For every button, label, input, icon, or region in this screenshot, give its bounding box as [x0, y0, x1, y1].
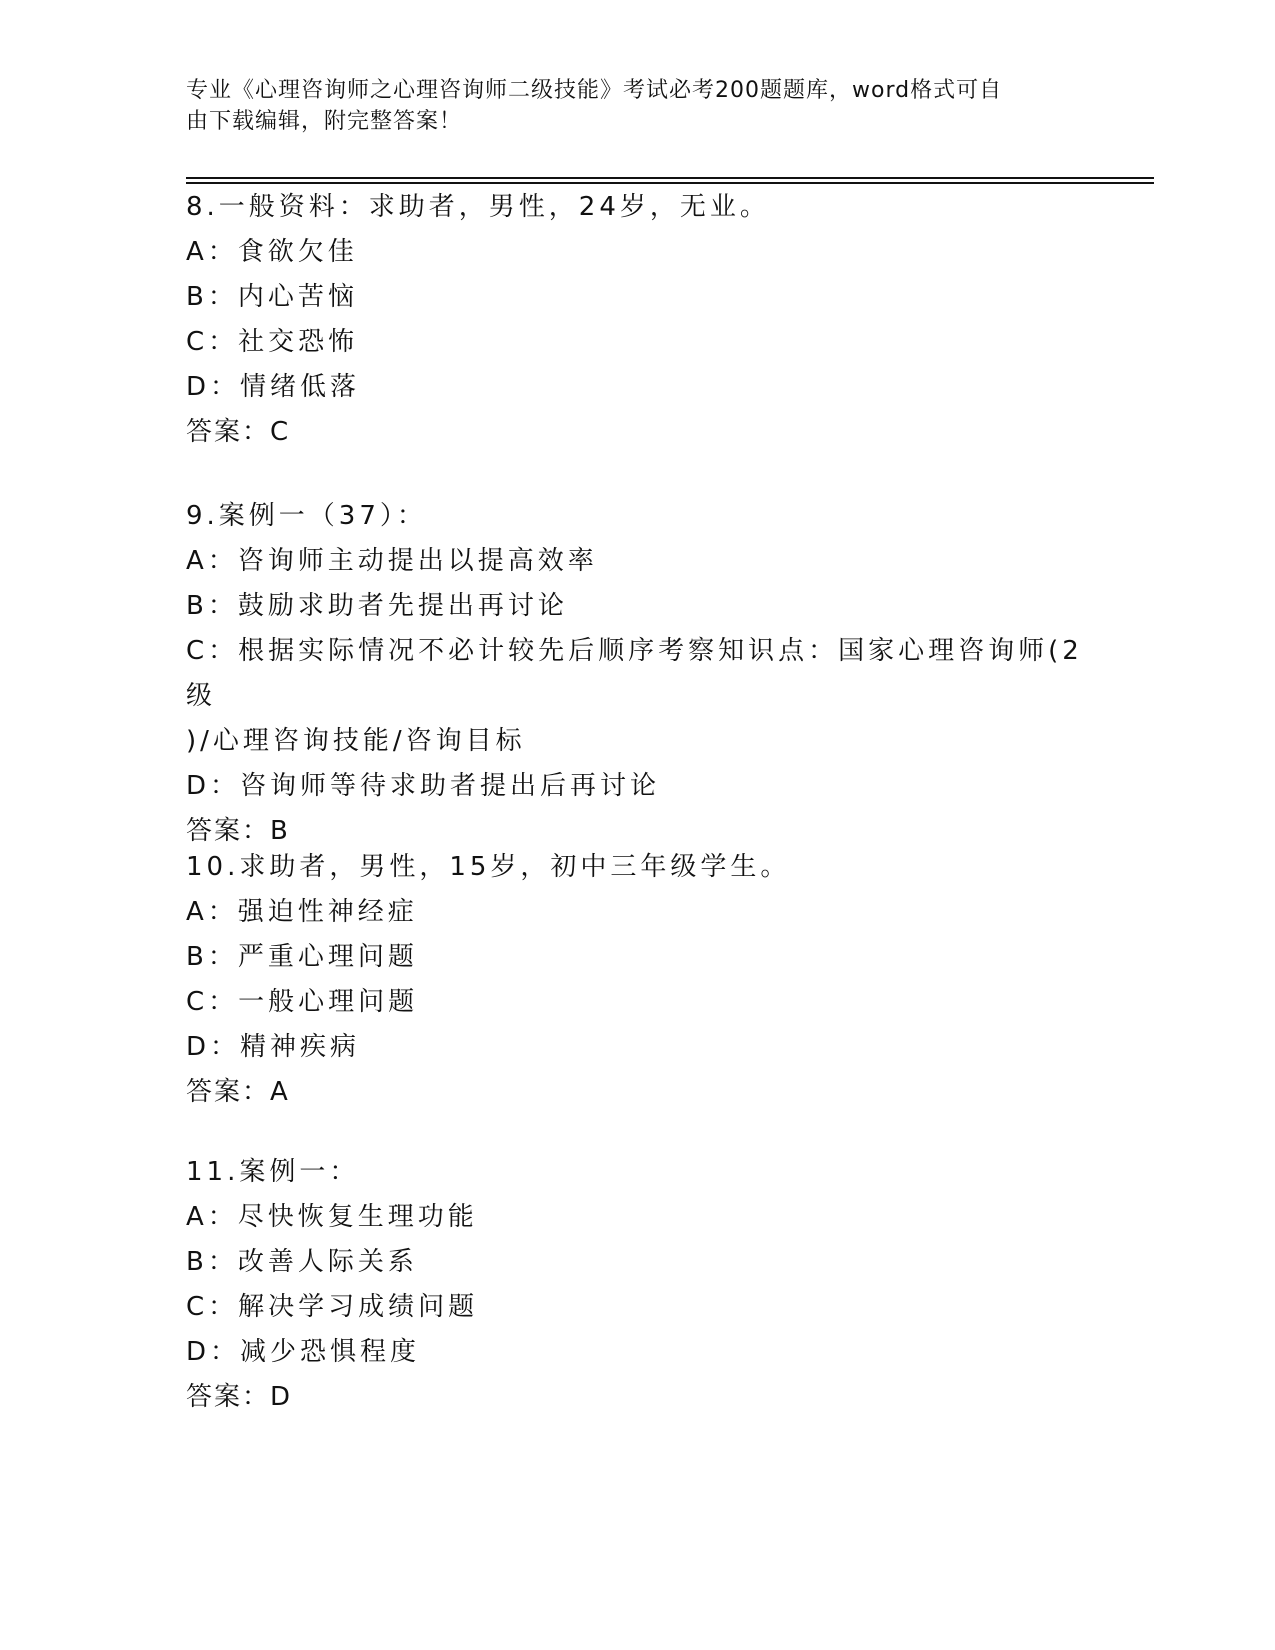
- question-11: [186, 1150, 1086, 1420]
- header-line-1: 专业《心理咨询师之心理咨询师二级技能》考试必考200题题库，word格式可自: [186, 78, 1003, 103]
- answer: 答案：A: [186, 1077, 290, 1107]
- header-line-2: 由下载编辑，附完整答案！: [186, 109, 463, 134]
- option-c: C：解决学习成绩问题: [186, 1292, 479, 1322]
- option-b: B：改善人际关系: [186, 1247, 418, 1277]
- option-a: A：强迫性神经症: [186, 897, 418, 927]
- header-divider-bottom: [186, 182, 1154, 184]
- option-a: A：咨询师主动提出以提高效率: [186, 546, 598, 576]
- option-c-continued: )/心理咨询技能/咨询目标: [186, 726, 526, 756]
- option-d: D：情绪低落: [186, 372, 361, 402]
- option-d: D：精神疾病: [186, 1032, 361, 1062]
- option-c: C：社交恐怖: [186, 327, 359, 357]
- option-b: B：内心苦恼: [186, 282, 358, 312]
- answer: 答案：B: [186, 816, 290, 846]
- option-a: A：食欲欠佳: [186, 237, 358, 267]
- question-stem: 10.求助者，男性，15岁，初中三年级学生。: [186, 852, 791, 882]
- question-8: [186, 185, 1086, 455]
- header-divider-top: [186, 177, 1154, 179]
- answer: 答案：C: [186, 417, 291, 447]
- option-c: C：一般心理问题: [186, 987, 419, 1017]
- question-stem: 11.案例一：: [186, 1157, 360, 1187]
- question-stem: 9.案例一（37）：: [186, 501, 427, 531]
- answer: 答案：D: [186, 1382, 293, 1412]
- option-a: A：尽快恢复生理功能: [186, 1202, 478, 1232]
- question-9: [186, 494, 1086, 854]
- option-b: B：严重心理问题: [186, 942, 418, 972]
- question-10: [186, 845, 1086, 1115]
- option-d: D：减少恐惧程度: [186, 1337, 421, 1367]
- option-c: C：根据实际情况不必计较先后顺序考察知识点：国家心理咨询师(2级: [186, 636, 1083, 711]
- document-header: [186, 75, 1066, 137]
- question-stem: 8.一般资料：求助者，男性，24岁，无业。: [186, 192, 770, 222]
- option-d: D：咨询师等待求助者提出后再讨论: [186, 771, 661, 801]
- option-b: B：鼓励求助者先提出再讨论: [186, 591, 568, 621]
